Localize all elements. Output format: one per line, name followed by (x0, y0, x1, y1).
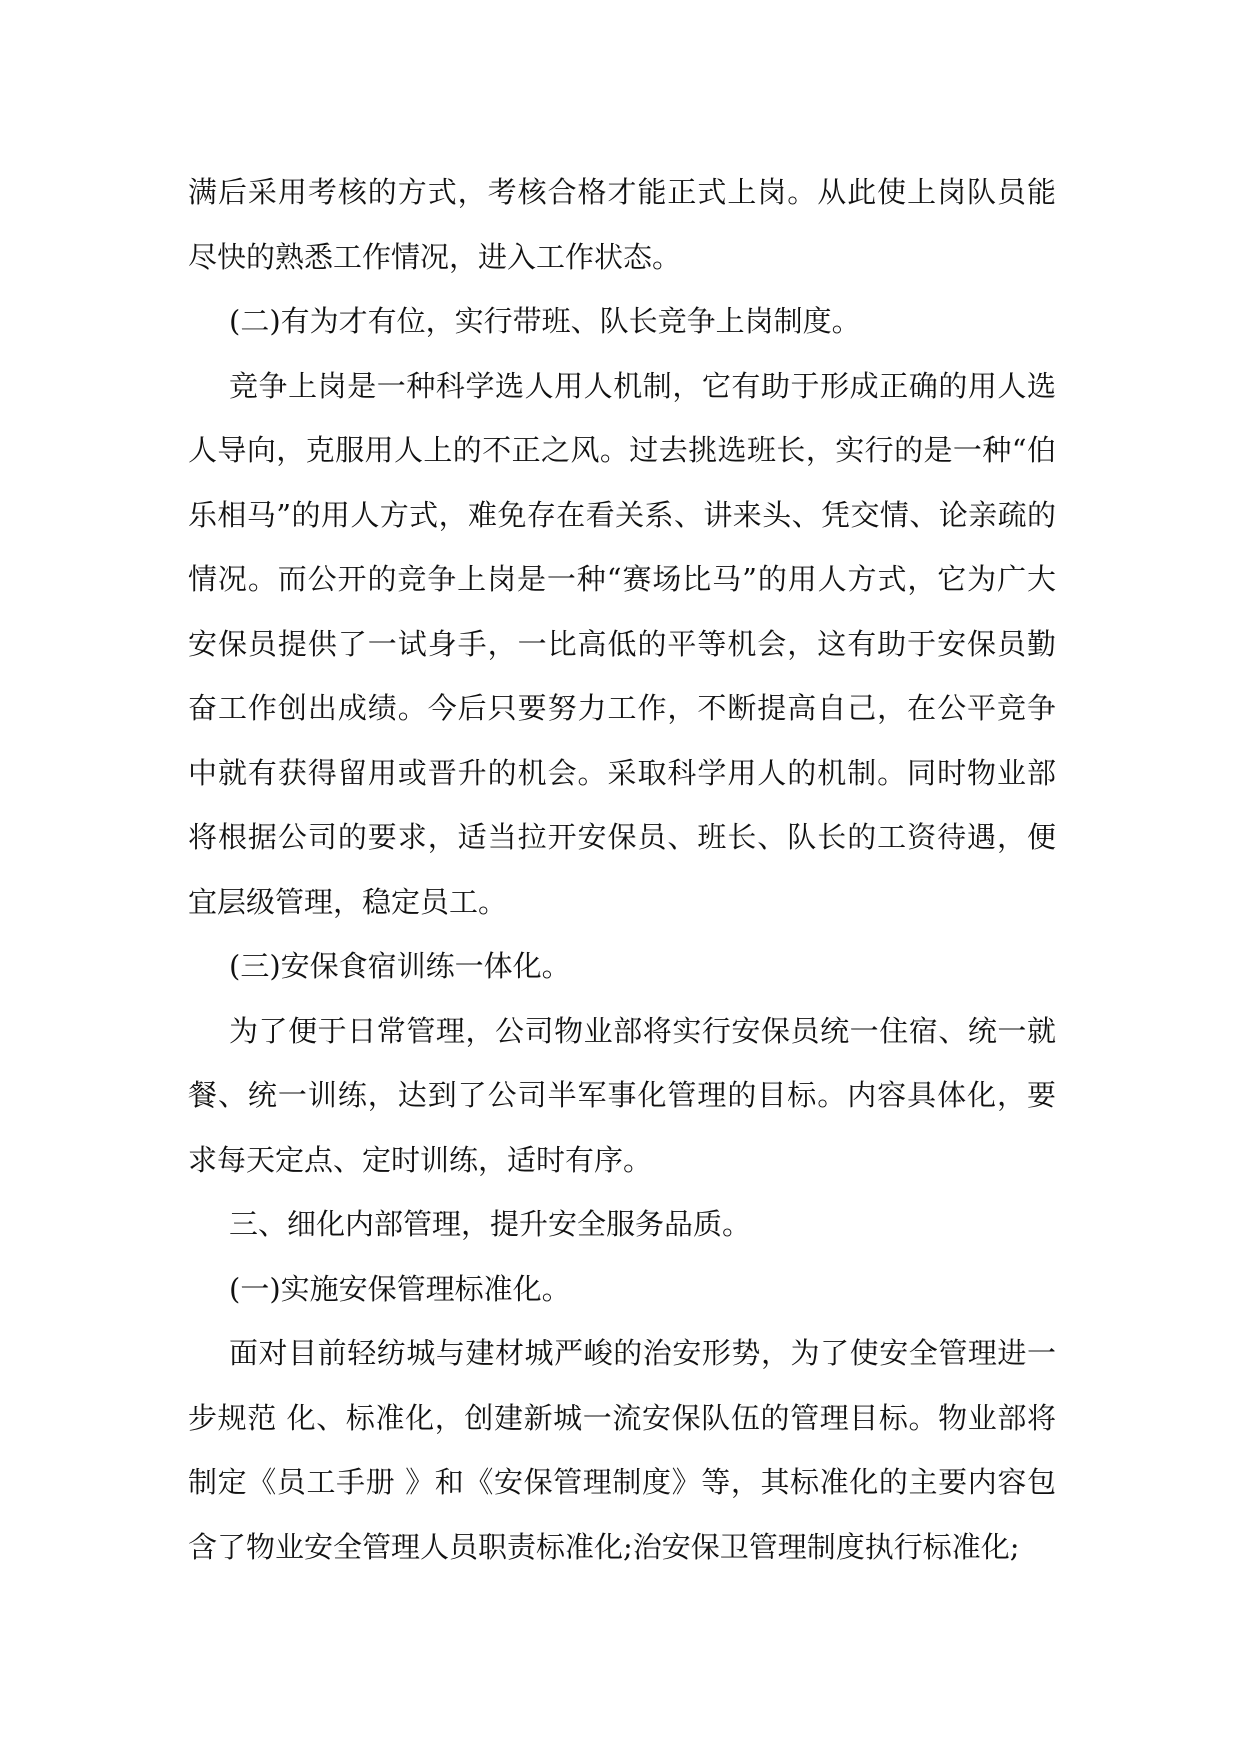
chapter-heading-3: 三、细化内部管理，提升安全服务品质。 (229, 1207, 752, 1241)
section-heading-3: (三)安保食宿训练一体化。 (229, 949, 571, 983)
paragraph-competition: 竞争上岗是一种科学选人用人机制，它有助于形成正确的用人选人导向，克服用人上的不正之风。过去挑选班长，实行的是一种“伯乐相马”的用人方式，难免存在看关系、讲来头、凭交情、论亲疏的情况。而公开的竞争上岗是一种“赛场比马”的用人方式，它为广大安保员提供了一试身手，一比高低的平等机会，这有助于安保员勤奋工作创出成绩。今后只要努力工作，不断提高自己，在公平竞争中就有获得留用或晋升的机会。采取科学用人的机制。同时物业部将根据公司的要求，适当拉开安保员、班长、队长的工资待遇，便宜层级管理，稳定员工。 (188, 368, 1056, 919)
paragraph-continuation: 满后采用考核的方式，考核合格才能正式上岗。从此使上岗队员能尽快的熟悉工作情况，进入工作状态。 (188, 175, 1056, 274)
section-heading-1: (一)实施安保管理标准化。 (229, 1271, 571, 1306)
paragraph-standardization: 面对目前轻纺城与建材城严峻的治安形势，为了使安全管理进一步规范 化、标准化，创建新城一流安保队伍的管理目标。物业部将制定《员工手册 》和《安保管理制度》等，其标准化的主要内容包含了物业安全管理人员职责标准化;治安保卫管理制度执行标准化; (188, 1336, 1056, 1564)
paragraph-accommodation: 为了便于日常管理，公司物业部将实行安保员统一住宿、统一就餐、统一训练，达到了公司半军事化管理的目标。内容具体化，要求每天定点、定时训练，适时有序。 (188, 1013, 1056, 1177)
section-heading-2: (二)有为才有位，实行带班、队长竞争上岗制度。 (229, 304, 861, 338)
document-body (188, 160, 1056, 1579)
